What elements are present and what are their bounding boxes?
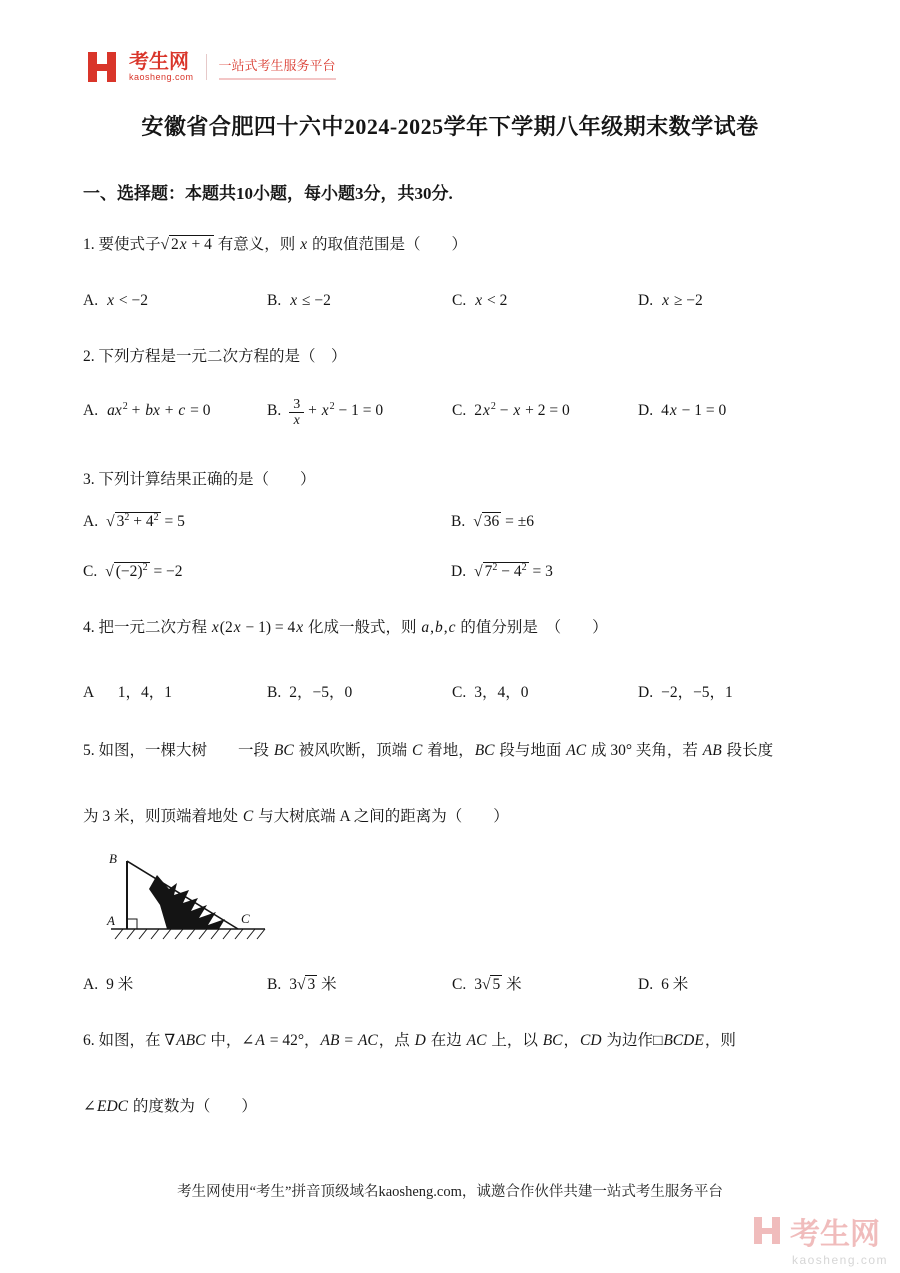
logo-bar <box>88 64 116 71</box>
watermark-bar <box>754 1228 780 1234</box>
option-b-text: $\frac{3}{x}$ + $x^2 - 1 = 0$ <box>289 402 383 419</box>
option-a: A 1，4，1 <box>83 683 172 701</box>
option-c-text: x < 2 <box>475 292 508 310</box>
option-a-text: x < −2 <box>107 292 148 310</box>
vertex-label-c: C <box>241 910 250 926</box>
brand-tagline: 一站式考生服务平台 <box>219 55 336 80</box>
option-d: D. √ $7^2 - 4^2 = 3$ <box>451 562 553 581</box>
option-d-text: √ $7^2 - 4^2 = 3$ <box>474 562 553 581</box>
option-d: D. 4x − 1 = 0 <box>638 402 727 420</box>
kaosheng-header <box>85 0 817 84</box>
option-a: A. $ax^2$ + bx + c = 0 <box>83 401 211 420</box>
option-c-text: 3√ 5 米 <box>474 975 522 993</box>
option-a-text: √ $3^2 + 4^2 = 5$ <box>106 512 185 531</box>
option-c: C. x < 2 <box>452 292 508 310</box>
question-4-options <box>83 680 817 702</box>
kaosheng-watermark-icon <box>752 1216 782 1246</box>
section-heading: 一、选择题：本题共10小题，每小题3分，共30分. <box>83 184 453 203</box>
option-d: D. 6 米 <box>638 975 689 993</box>
option-a: A. x < −2 <box>83 292 148 310</box>
option-d-text: −2，−5，1 <box>661 683 733 701</box>
option-c: C. $2x^2 - x + 2 = 0$ <box>452 401 570 420</box>
watermark-row <box>752 1209 888 1253</box>
question-5-stem-line2: 为 3 米，则顶端着地处 C 与大树底端 A 之间的距离为（ ） <box>83 808 509 826</box>
question-6-stem-line1: 6. 如图，在 ∇ABC 中，∠A = 42°，AB = AC，点 D 在边 AC 上，以 BC，CD 为边作□BCDE，则 <box>83 1031 736 1049</box>
tree-crown <box>149 875 225 929</box>
brand-domain: kaosheng.com <box>129 71 194 82</box>
question-6 <box>83 1030 817 1119</box>
option-c: C. √ $(-2)^2 = -2$ <box>83 562 183 581</box>
option-b-text: 2，−5，0 <box>289 683 353 701</box>
option-b-text: 3√ 3 米 <box>289 975 337 993</box>
question-5-stem-line1: 5. 如图，一棵大树 一段 BC 被风吹断，顶端 C 着地，BC 段与地面 AC 成 30° 夹角，若 AB 段长度 <box>83 741 774 759</box>
option-b: B. 3√ 3 米 <box>267 975 337 993</box>
option-b: B. √ 36 = ±6 <box>451 513 534 531</box>
option-b-text: √ 36 = ±6 <box>473 513 534 531</box>
watermark-domain: kaosheng.com <box>791 1253 888 1267</box>
brand-divider <box>206 54 207 80</box>
exam-title: 安徽省合肥四十六中2024-2025学年下学期八年级期末数学试卷 <box>141 114 759 139</box>
ground-hatching <box>115 929 265 939</box>
option-a-text: 9 米 <box>106 975 134 993</box>
question-2 <box>83 346 817 428</box>
question-2-options <box>83 397 817 429</box>
option-d: D. −2，−5，1 <box>638 683 733 701</box>
question-6-stem-line2: ∠EDC 的度数为（ ） <box>83 1098 257 1116</box>
watermark-brand: 考生网 <box>789 1218 880 1251</box>
brand-text <box>129 52 194 82</box>
option-b-text: x ≤ −2 <box>290 292 331 310</box>
question-3-options <box>83 513 817 581</box>
option-c-text: 3，4，0 <box>474 683 529 701</box>
option-d-text: 6 米 <box>661 975 689 993</box>
vertex-label-b: B <box>109 850 117 866</box>
option-b: B. 2，−5，0 <box>267 683 353 701</box>
option-b: B. x ≤ −2 <box>267 292 331 310</box>
option-a: A. √ $3^2 + 4^2 = 5$ <box>83 512 185 531</box>
option-d-text: 4x − 1 = 0 <box>661 402 727 420</box>
question-5 <box>83 740 817 994</box>
right-angle-marker <box>127 919 137 929</box>
option-b: B. $\frac{3}{x}$ + $x^2 - 1 = 0$ <box>267 396 384 429</box>
question-2-stem: 2. 下列方程是一元二次方程的是（ ） <box>83 348 347 366</box>
question-4-stem: 4. 把一元二次方程 x(2x − 1) = 4x 化成一般式，则 a,b,c 的值分别是 （ ） <box>83 619 608 637</box>
option-c: C. 3，4，0 <box>452 683 529 701</box>
option-c-text: √ $(-2)^2 = -2$ <box>105 562 183 581</box>
option-a-text: $ax^2$ + bx + c = 0 <box>107 401 211 420</box>
question-1-stem: 1. 要使式子√ 2x + 4 有意义，则 x 的取值范围是（ ） <box>83 236 467 253</box>
option-d-text: x ≥ −2 <box>662 292 703 310</box>
option-c: C. 3√ 5 米 <box>452 975 522 993</box>
fallen-tree-triangle-diagram <box>97 845 282 950</box>
question-3-stem: 3. 下列计算结果正确的是（ ） <box>83 470 316 488</box>
kaosheng-watermark <box>752 1209 888 1267</box>
question-1 <box>83 234 817 310</box>
question-5-options <box>83 972 817 994</box>
option-a-text: 1，4，1 <box>102 683 172 701</box>
question-5-figure <box>97 845 817 950</box>
question-3 <box>83 469 817 581</box>
option-c-text: $2x^2 - x + 2 = 0$ <box>474 401 570 420</box>
option-d: D. x ≥ −2 <box>638 292 703 310</box>
brand-name: 考生网 <box>129 50 189 73</box>
option-a: A. 9 米 <box>83 975 134 993</box>
question-1-options <box>83 292 817 310</box>
question-4 <box>83 617 817 701</box>
page-footer: 考生网使用“考生”拼音顶级域名kaosheng.com，诚邀合作伙伴共建一站式考生服务平台 <box>177 1184 723 1200</box>
kaosheng-logo-icon <box>85 50 119 84</box>
vertex-label-a: A <box>107 912 115 928</box>
